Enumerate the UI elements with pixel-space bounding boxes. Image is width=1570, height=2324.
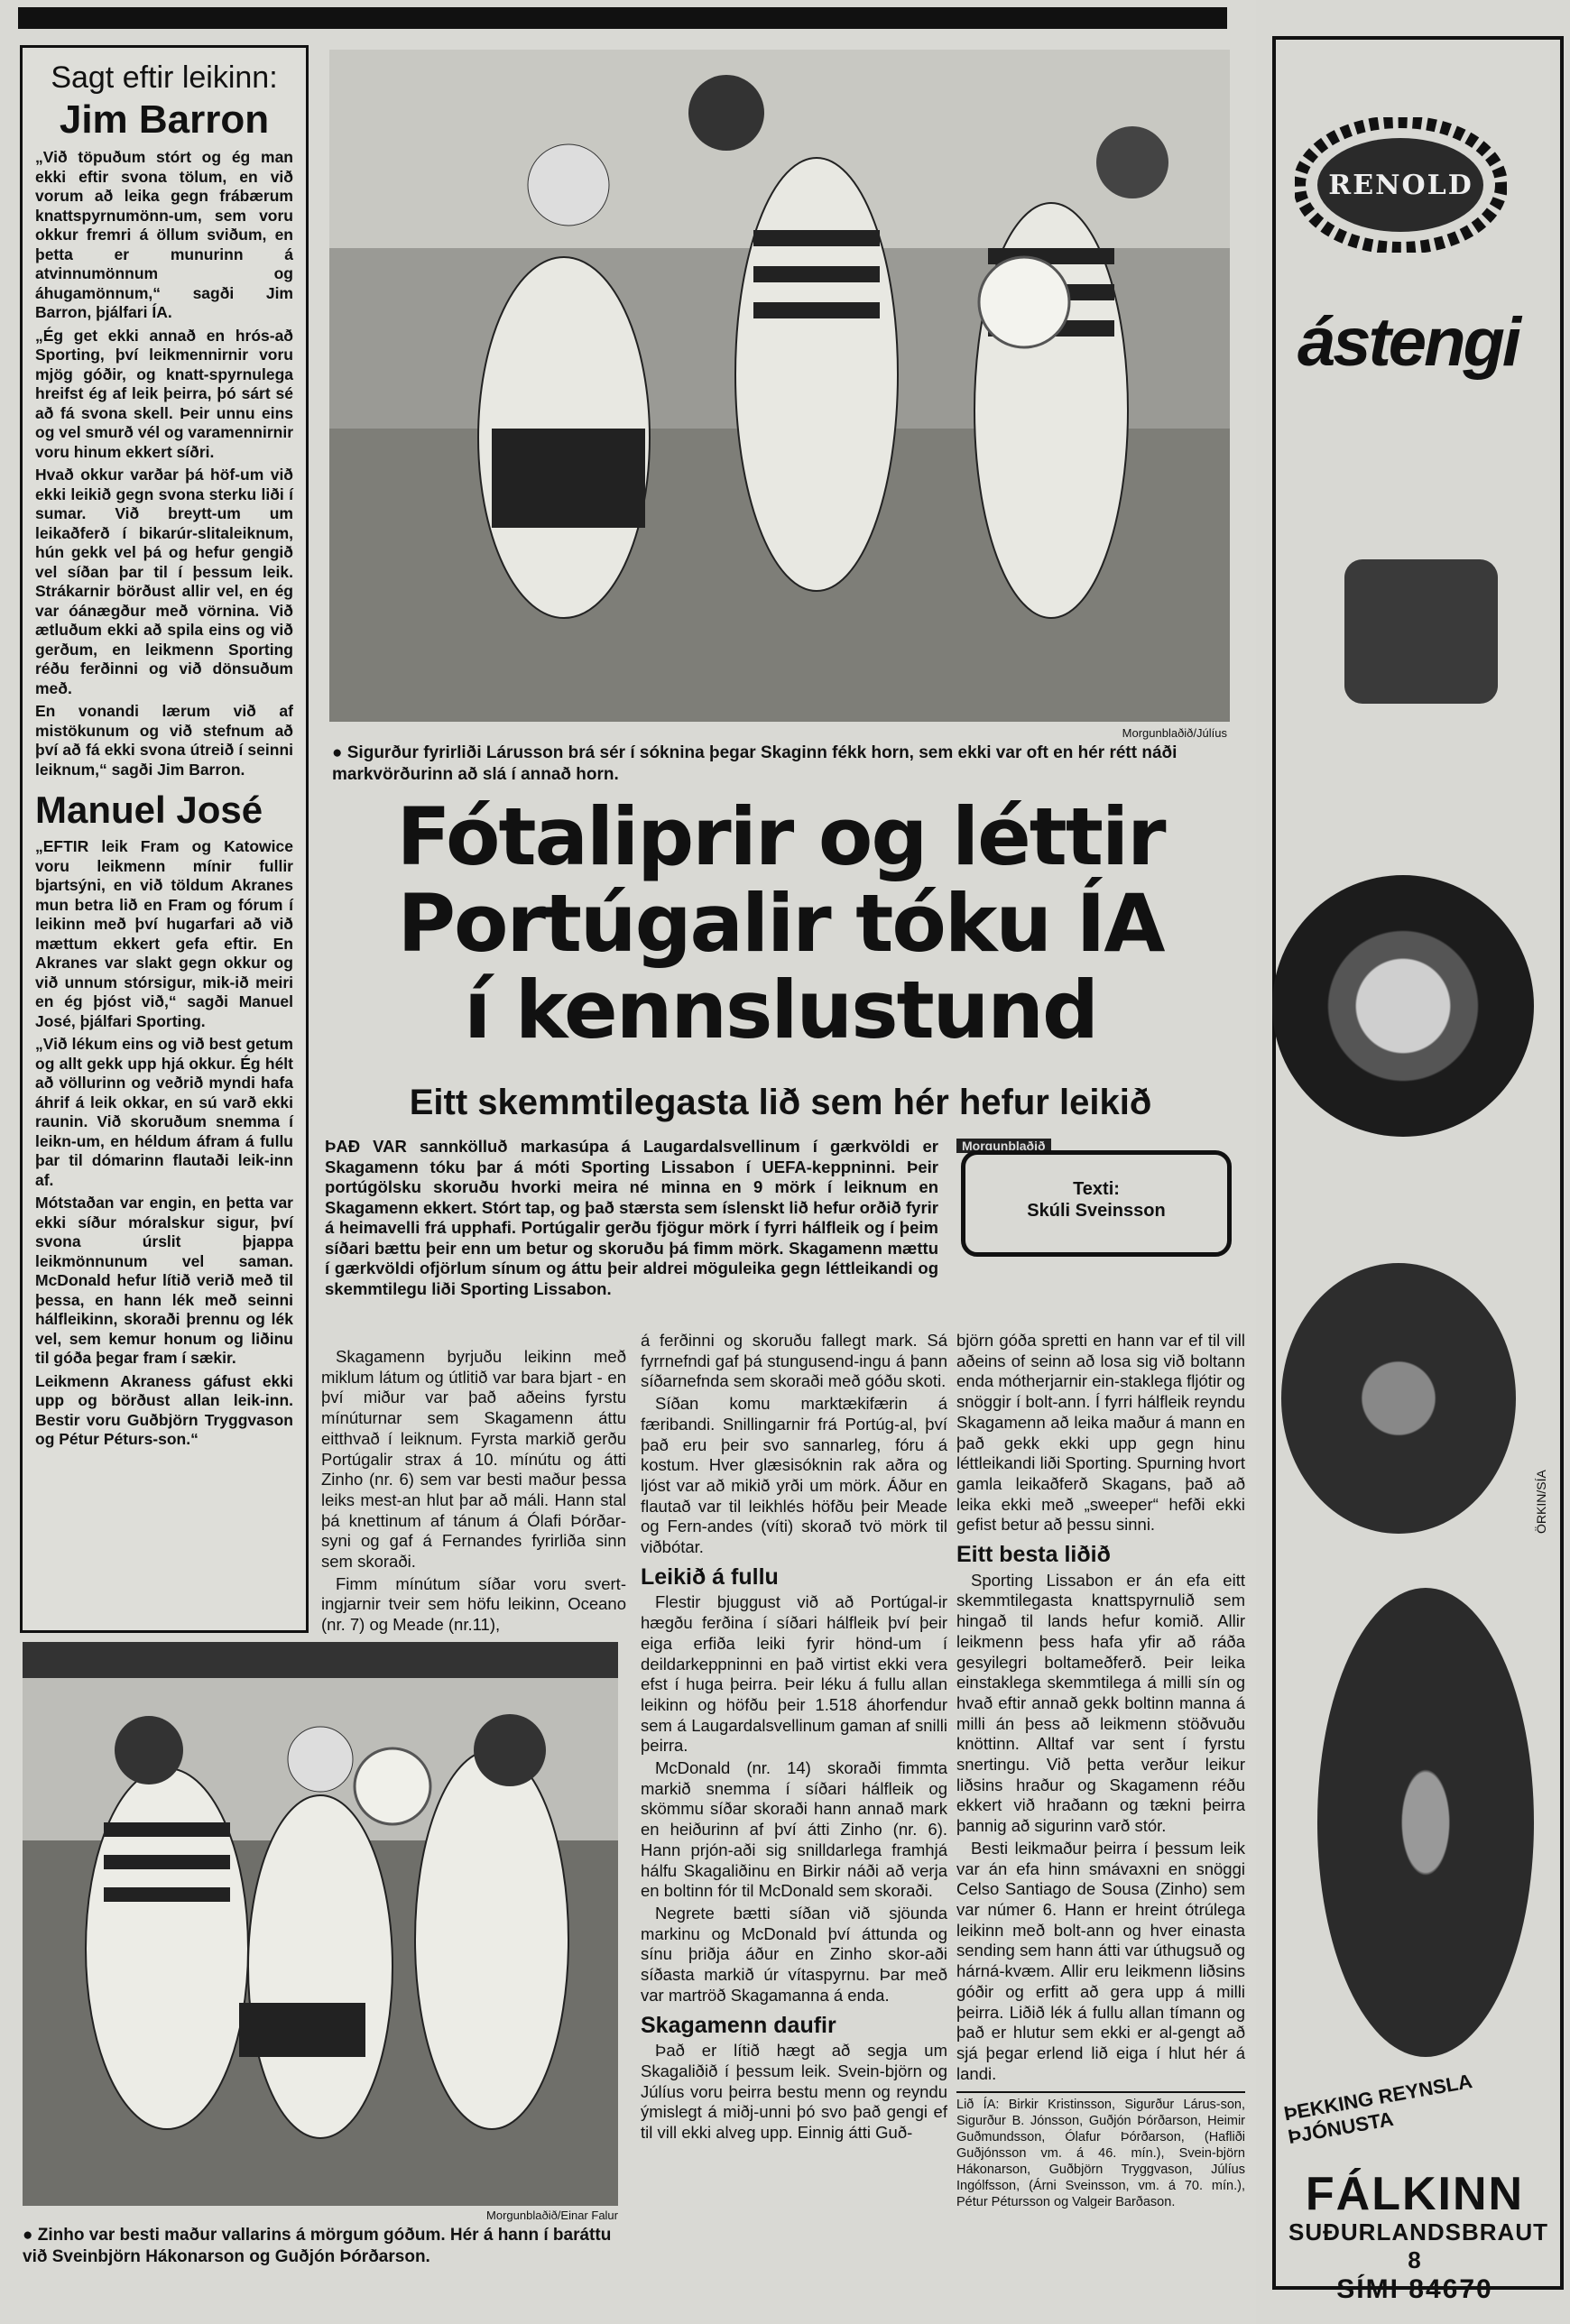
headline-line-3: í kennslustund <box>464 964 1097 1056</box>
article-column-3 <box>956 1331 1245 2210</box>
paragraph: Flestir bjuggust við að Portúgal-ir hægðu ferðina í síðari hálfleik því þeir eiga erfiða leiki fyrir hönd-um í deildarkeppninni en það virtist ekki vera efst í huga þeirra. Þeir léku á fullu allan leikinn og höfðu þeir 1.518 áhorfendur sem á Laugardalsvellinum gaman af snilli þeirra. <box>641 1592 947 1756</box>
players-illustration <box>329 50 1230 722</box>
paragraph: Besti leikmaður þeirra í þessum leik var án efa hinn smávaxni en snöggi Celso Santiago de Sousa (Zinho) sem var númer 6. Hann er hreint ótrúlega leikinn með bolt-ann og hver einasta sending sem hann átti var úthugsuð og hárná-kvæm. Allir eru leikmenn liðsins góðir og erfitt að gera upp á milli þeirra. Liðið lék á fullu allan tímann og það er hlutur sem ekki er al-gengt að sjá þegar erlend lið eiga í hlut hér á landi. <box>956 1838 1245 2083</box>
paragraph: Það er lítið hægt að segja um Skagaliðið í þessum leik. Svein-björn og Júlíus voru þeirra bestu menn og reyndu ýmislegt á miðj-unni þó svo það gengi ef til vill ekki alveg upp. Einnig átti Guð- <box>641 2041 947 2143</box>
sidebar-heading: Sagt eftir leikinn: <box>51 60 278 95</box>
hub-part-image <box>1281 1263 1516 1534</box>
jose-name: Manuel José <box>35 788 263 831</box>
paragraph: björn góða spretti en hann var ef til vill aðeins of seinn að losa sig við boltann enda mótherjarnir ein-staklega fljótir og snöggir í bolt-ann. Í fyrri hálfleik reyndu Skagamenn að leika maður á mann en það gekk ekki upp gegn hinu léttleikandi liði Sporting. Spurning hvort gamla leikaðferð Skagans, það að leika ekki með „sweeper“ hefði ekki gefist betur að þessu sinni. <box>956 1331 1245 1535</box>
ad-slogan: ÞEKKING REYNSLA ÞJÓNUSTA <box>1281 2070 1473 2149</box>
renold-wordmark: RENOLD <box>1328 170 1473 201</box>
subheadline: Eitt skemmtilegasta lið sem hér hefur leikið <box>409 1083 1152 1122</box>
jose-quote: Leikmenn Akraness gáfust ekki upp og börðust allan leik-inn. Bestir voru Guðbjörn Tryggvason og Pétur Péturs-son.“ <box>35 1371 293 1448</box>
agency-credit: ÖRKIN/SÍA <box>1534 1470 1548 1534</box>
paragraph: McDonald (nr. 14) skoraði fimmta markið snemma í síðari hálfleik og skömmu síðar skoraði hann annað mark en heiðurinn af því átti Zinho (nr. 6). Hann prjón-aði sig snilldarlega framhjá hálfu Skagaliðinu en Birkir náði að verja en boltinn fór til McDonald sem skoraði. <box>641 1758 947 1901</box>
paragraph: Negrete bætti síðan við sjöunda markinu og McDonald því áttunda og sínu þriðja áður en Zinho skor-aði síðasta markið úr vítaspyrnu. Þar með var martröð Skagamanna á enda. <box>641 1903 947 2005</box>
headline <box>334 790 1227 1056</box>
quotes-sidebar <box>20 45 309 1633</box>
subheading: Leikið á fullu <box>641 1563 779 1590</box>
team-lineup: Lið ÍA: Birkir Kristinsson, Sigurður Lárus-son, Sigurður B. Jónsson, Guðjón Þórðarson, Heimir Guðmundsson, Ólafur Þórðarson, (Hafliði Guðjónsson vm. á 46. mín.), Svein-björn Hákonarson, Guðbjörn Tryggvason, Júlíus Ingólfsson, (Árni Sveinsson, vm. á 70. mín.), Pétur Pétursson og Valgeir Barðason. <box>956 2091 1245 2210</box>
headline-line-2: Portúgalir tóku ÍA <box>397 877 1164 970</box>
paragraph: Skagamenn byrjuðu leikinn með miklum látum og útlitið var bara bjart - en því miður var það aðeins fyrstu mínúturnar sem Skagamenn áttu eitthvað í leiknum. Fyrsta markið gerðu Portúgalir strax á 10. mínútu og átti Zinho (nr. 6) sem var besti maður þessa leiks mest-an hlut þar að máli. Hann stal þá knettinum af tánum á Ólafi Þórðar-syni og gaf á Fernandes fyrirliða sinn sem skoraði. <box>321 1347 626 1572</box>
flange-part-image <box>1317 1588 1534 2057</box>
subheading: Skagamenn daufir <box>641 2012 836 2038</box>
lead-paragraph: ÞAÐ VAR sannkölluð markasúpa á Laugardalsvellinum í gærkvöldi er Skagamenn tóku þar á móti Sporting Lissabon í UEFA-keppninni. Þeir portúgölsku skoruðu hvorki meira né minna en 9 mörk í leiknum en Skagamenn ekkert. Stórt tap, og það stærsta sem íslenskt lið hefur orðið fyrir á heimavelli frá upphafi. Portúgalir gerðu fjögur mörk í fyrri hálfleik og í þeim síðari bættu þeir enn um betur og skoruðu þá fimm mörk. Skagamenn mættu í gærkvöldi ofjörlum sínum og áttu þeir aldrei möguleika gegn léttleikandi og skemmtilegu liði Sporting Lissabon. <box>325 1137 938 1298</box>
match-photo-bottom <box>23 1642 618 2206</box>
subheading: Eitt besta liðið <box>956 1542 1111 1568</box>
barron-quote: „Ég get ekki annað en hrós-að Sporting, því leikmennirnir voru mjög góðir, og knatt-spyrnulega hreifst ég af leik þeirra, þó sárt sé að fá svona skell. Þeir unnu eins og vel smurð vél og varamennirnir voru hinum ekkert síðri. <box>35 326 293 461</box>
players-illustration <box>23 1642 618 2206</box>
bushing-part-image <box>1344 559 1498 704</box>
photo-credit-top: Morgunblaðið/Júlíus <box>1122 726 1227 740</box>
paragraph: Síðan komu marktækifærin á færibandi. Snillingarnir frá Portúg-al, því það eru þeir svo sannarleg, fóru á kostum. Hver glæsisóknin rak aðra og ljóst var að mikið yrði um mörk. Áður en flautað var til leikhlés höfðu þeir Meade og Fern-andes (víti) skorað tvö mörk til viðbótar. <box>641 1394 947 1557</box>
coupling-part-image <box>1272 875 1534 1137</box>
article-column-2 <box>641 1331 947 2145</box>
jose-quote: Mótstaðan var engin, en þetta var ekki síður móralskur sigur, því svona úrslit þjappa leikmönnunum vel saman. McDonald hefur lítið verið með til þessa, en hann lék með seinni hálfleikinn, skoraði þrennu og lék vel, sem kemur honum og liðinu til góða þegar fram í sækir. <box>35 1194 293 1367</box>
photo-caption-top: ● Sigurður fyrirliði Lárusson brá sér í sóknina þegar Skaginn fékk horn, sem ekki var oft en hér rétt náði markvörðurinn að slá í annað horn. <box>332 743 1178 784</box>
byline-label: Texti: <box>1073 1179 1120 1199</box>
barron-quote: „Við töpuðum stórt og ég man ekki eftir svona tölum, en við vorum að leika gegn frábærum knattspyrnumönn-um, sem voru okkur fremri á öllum sviðum, en þetta er munurinn á atvinnumönnum og áhugamönnum,“ sagði Jim Barron, þjálfari ÍA. <box>35 148 293 321</box>
photo-caption-bottom: ● Zinho var besti maður vallarins á mörgum góðum. Hér á hann í baráttu við Sveinbjörn Hákonarson og Guðjón Þórðarson. <box>23 2226 612 2266</box>
paragraph: Fimm mínútum síðar voru svert-ingjarnir tveir sem höfu leikinn, Oceano (nr. 7) og Meade (nr.11), <box>321 1573 626 1635</box>
barron-quote: En vonandi lærum við af mistökunum og við stefnum að því að fá ekki svona útreið í seinni leiknum,“ sagði Jim Barron. <box>35 702 293 779</box>
photo-credit-bottom: Morgunblaðið/Einar Falur <box>486 2209 618 2222</box>
top-rule <box>18 7 1227 29</box>
barron-name: Jim Barron <box>59 97 270 142</box>
company-phone: SÍMI 84670 <box>1336 2274 1493 2304</box>
falkinn-contact <box>1288 2168 1548 2305</box>
paragraph: á ferðinni og skoruðu fallegt mark. Sá fyrrnefndi gaf þá stungusend-ingu á þann síðarnefnda sem skoraði með góðu skoti. <box>641 1331 947 1391</box>
byline-box <box>961 1150 1232 1257</box>
byline-author: Skúli Sveinsson <box>1027 1201 1166 1221</box>
match-photo-top <box>329 50 1230 722</box>
paper-label: Morgunblaðið <box>956 1139 1051 1153</box>
company-address: SUÐURLANDSBRAUT 8 <box>1288 2218 1548 2273</box>
jose-quote: „Við lékum eins og við best getum og allt gekk upp hjá okkur. Ég hélt að völlurinn og veðrið myndi hafa áhrif á leik okkar, en sú varð ekki raunin. Við skoruðum snemma í leikn-um, en héldum áfram á fullu þar til dómarinn flautaði leik-inn af. <box>35 1035 293 1189</box>
company-name: FÁLKINN <box>1305 2168 1525 2220</box>
jose-quote: „EFTIR leik Fram og Katowice voru leikmenn mínir fullir bjartsýni, en við töldum Akranes mun betra lið en Fram og fórum í leikinn með því hugarfari að við mættum ekkert gefa eftir. En Akranes var slakt gegn okkur og við unnum stórsigur, mik-ið meiri en ég þjóst við,“ sagði Manuel José, þjálfari Sporting. <box>35 837 293 1030</box>
paragraph: Sporting Lissabon er án efa eitt skemmtilegasta knattspyrnulið sem hingað til lands hefur komið. Allir leikmenn þess hafa yfir að ráða gesyilegri boltameðferð. Þeir leika einstaklega skemmtilega á milli sín og hvað eftir annað gekk boltinn manna á milli án þess að leikmenn stöðvuðu knöttinn. Alltaf var sent í fyrstu snertingu. Við þetta verður leikur liðsins hraður og Skagamenn réðu ekkert við hraðann og tækni þeirra þannig að sigurinn varð stór. <box>956 1570 1245 1836</box>
barron-quote: Hvað okkur varðar þá höf-um við ekki leikið gegn svona sterku liði í sumar. Við breytt-um um leikaðferð í bikarúr-slitaleiknum, hún gekk vel þá og hefur gengið vel síðan þar til í þessum leik. Strákarnir börðust allir vel, en ég var óánægður með vörnina. Við ætluðum ekki að spila eins og við gerðum, en leikmenn Sporting réðu ferðinni og við dönsuðum með. <box>35 466 293 697</box>
headline-line-1: Fótaliprir og léttir <box>396 790 1165 883</box>
article-column-1 <box>321 1347 626 1637</box>
product-name: ástengi <box>1297 304 1519 381</box>
